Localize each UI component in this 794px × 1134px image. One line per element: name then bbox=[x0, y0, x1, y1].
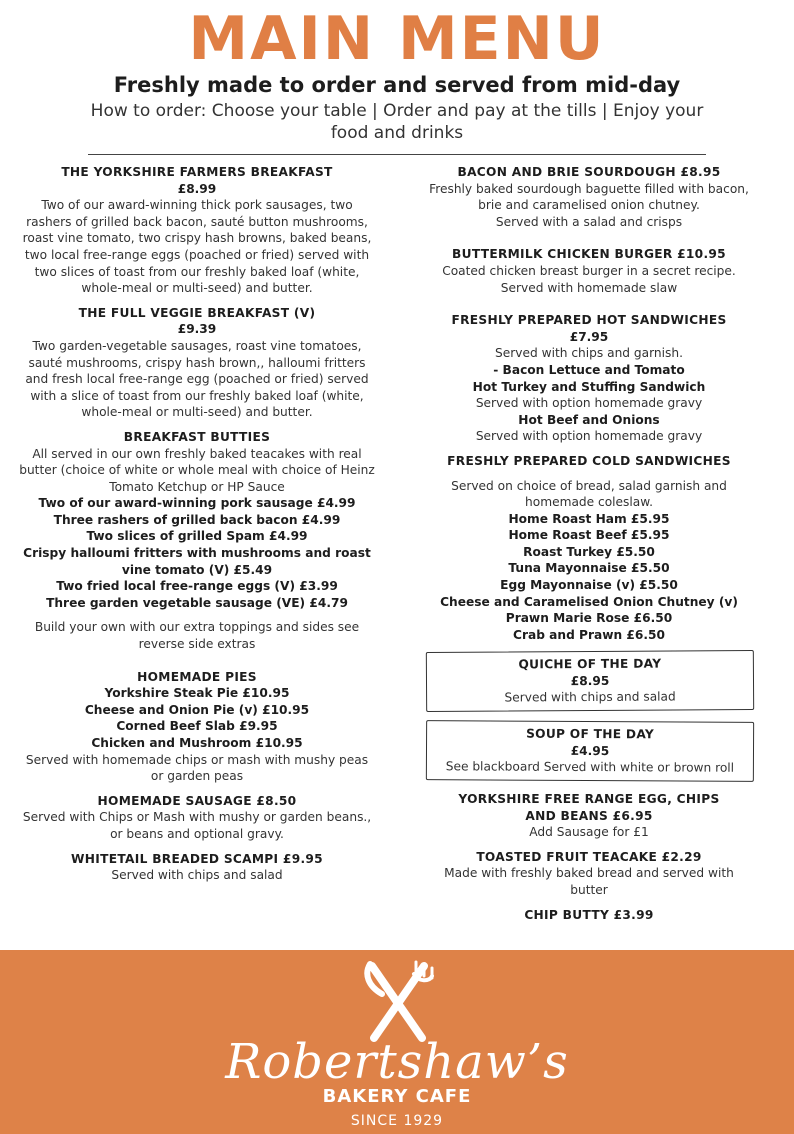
menu-item: Crab and Prawn £6.50 bbox=[513, 627, 665, 642]
menu-item: Egg Mayonnaise (v) £5.50 bbox=[500, 578, 678, 593]
menu-item: Cheese and Caramelised Onion Chutney (v) bbox=[440, 594, 738, 609]
section-title: TOASTED FRUIT TEACAKE £2.29 bbox=[476, 849, 702, 864]
knife-fork-icon bbox=[360, 960, 436, 1042]
menu-item: Hot Turkey and Stuffing Sandwich bbox=[472, 379, 706, 394]
left-column bbox=[18, 164, 376, 892]
section-description: Served with Chips or Mash with mushy or garden beans., or beans and optional gravy. bbox=[22, 810, 372, 841]
menu-item: Crispy halloumi fritters with mushrooms and roast vine tomato (V) £5.49 bbox=[23, 546, 371, 577]
section-description: Two garden-vegetable sausages, roast vine tomatoes, sauté mushrooms, crispy hash brown,, halloumi fritters and fresh local free-range egg (poached or fried) served with a slice of toast from our freshly baked loaf (white, whole-meal or multi-seed) and butter. bbox=[25, 338, 369, 420]
gravy-note: Served with option homemade gravy bbox=[475, 396, 703, 411]
menu-item: Corned Beef Slab £9.95 bbox=[116, 719, 278, 734]
cold-sandwiches-section bbox=[424, 453, 754, 644]
section-description: All served in our own freshly baked teacakes with real butter (choice of white or whole meal with choice of Heinz Tomato Ketchup or HP Sauce bbox=[19, 446, 375, 494]
section-description: Served with chips and salad bbox=[504, 690, 676, 706]
gravy-note: Served with option homemade gravy bbox=[475, 429, 703, 444]
chicken-burger-section bbox=[424, 246, 754, 296]
served-with: Served with a salad and crisps bbox=[495, 214, 683, 229]
homemade-sausage-section bbox=[18, 793, 376, 843]
bacon-brie-section bbox=[424, 164, 754, 230]
menu-item: Three garden vegetable sausage (VE) £4.79 bbox=[46, 595, 348, 610]
section-description: See blackboard Served with white or brown roll bbox=[445, 759, 735, 776]
right-column bbox=[424, 164, 754, 931]
scampi-section bbox=[18, 851, 376, 884]
menu-subtitle: Freshly made to order and served from mid-day bbox=[113, 73, 681, 97]
section-title: QUICHE OF THE DAY bbox=[518, 657, 662, 672]
section-description: Coated chicken breast burger in a secret recipe. bbox=[442, 263, 736, 278]
section-price: £9.39 bbox=[177, 322, 217, 337]
menu-item: Chicken and Mushroom £10.95 bbox=[91, 736, 303, 750]
brand-subtitle: BAKERY CAFE bbox=[322, 1086, 472, 1107]
section-title: THE FULL VEGGIE BREAKFAST (V) bbox=[78, 305, 316, 320]
hot-sandwiches-section bbox=[424, 312, 754, 445]
menu-item: Two fried local free-range eggs (V) £3.99 bbox=[56, 579, 338, 594]
section-title: HOMEMADE SAUSAGE £8.50 bbox=[97, 793, 297, 808]
served-with: Served with homemade slaw bbox=[500, 280, 678, 295]
menu-item: Three rashers of grilled back bacon £4.99 bbox=[53, 512, 341, 527]
quiche-box bbox=[426, 650, 754, 712]
section-title: AND BEANS £6.95 bbox=[525, 808, 653, 823]
egg-chips-section bbox=[424, 791, 754, 841]
section-description: Two of our award-winning thick pork sausages, two rashers of grilled back bacon, sauté button mushrooms, roast vine tomato, two crispy hash browns, baked beans, two local free-range eggs (poached or fried) served with two slices of toast from our freshly baked loaf (white, whole-meal or multi-seed) and butter. bbox=[22, 198, 372, 296]
section-title: BREAKFAST BUTTIES bbox=[123, 429, 271, 444]
menu-item: Home Roast Ham £5.95 bbox=[508, 511, 670, 526]
section-description: Freshly baked sourdough baguette filled with bacon, brie and caramelised onion chutney. bbox=[429, 181, 749, 213]
menu-item: Cheese and Onion Pie (v) £10.95 bbox=[84, 702, 310, 717]
section-title: WHITETAIL BREADED SCAMPI £9.95 bbox=[71, 851, 323, 866]
chip-butty-section bbox=[424, 907, 754, 924]
brand-footer bbox=[0, 950, 794, 1134]
section-price: £8.95 bbox=[570, 673, 610, 689]
veggie-breakfast-section bbox=[18, 305, 376, 421]
menu-item: Yorkshire Steak Pie £10.95 bbox=[104, 686, 290, 701]
breakfast-butties-section bbox=[18, 429, 376, 653]
section-title: FRESHLY PREPARED COLD SANDWICHES bbox=[447, 453, 731, 468]
menu-item: Roast Turkey £5.50 bbox=[523, 544, 655, 559]
menu-item: Hot Beef and Onions bbox=[518, 412, 660, 427]
section-description: Served with homemade chips or mash with mushy peas or garden peas bbox=[25, 752, 369, 784]
section-title: FRESHLY PREPARED HOT SANDWICHES bbox=[451, 313, 727, 328]
menu-item: Two of our award-winning pork sausage £4.99 bbox=[38, 496, 356, 511]
section-title: HOMEMADE PIES bbox=[137, 669, 257, 684]
homemade-pies-section bbox=[18, 669, 376, 785]
brand-name: Robertshaw’s bbox=[225, 1034, 569, 1090]
section-price: £4.95 bbox=[570, 743, 610, 758]
menu-item: Two slices of grilled Spam £4.99 bbox=[86, 529, 308, 544]
menu-item: Tuna Mayonnaise £5.50 bbox=[508, 561, 670, 576]
extras-note: Build your own with our extra toppings and sides see reverse side extras bbox=[34, 620, 360, 652]
section-price: £8.99 bbox=[177, 181, 217, 196]
menu-title: MAIN MENU bbox=[188, 4, 606, 74]
soup-box bbox=[426, 720, 754, 781]
section-title: YORKSHIRE FREE RANGE EGG, CHIPS bbox=[458, 792, 720, 806]
section-title: BUTTERMILK CHICKEN BURGER £10.95 bbox=[452, 247, 726, 262]
section-price: £7.95 bbox=[569, 329, 609, 344]
section-description: Served on choice of bread, salad garnish and homemade coleslaw. bbox=[451, 478, 727, 510]
section-title: SOUP OF THE DAY bbox=[526, 726, 655, 742]
section-description: Made with freshly baked bread and served with butter bbox=[444, 866, 734, 897]
menu-header bbox=[0, 0, 794, 144]
brand-since: SINCE 1929 bbox=[350, 1113, 444, 1129]
farmers-breakfast-section bbox=[18, 164, 376, 297]
teacake-section bbox=[424, 849, 754, 899]
how-to-order: How to order: Choose your table | Order and pay at the tills | Enjoy your food and drinks bbox=[90, 101, 704, 143]
menu-item: - Bacon Lettuce and Tomato bbox=[493, 362, 685, 377]
section-description: Served with chips and salad bbox=[111, 868, 283, 883]
menu-item: Prawn Marie Rose £6.50 bbox=[505, 611, 673, 626]
header-divider bbox=[88, 154, 706, 155]
menu-item: Home Roast Beef £5.95 bbox=[508, 528, 670, 543]
section-description: Add Sausage for £1 bbox=[529, 825, 649, 840]
served-with: Served with chips and garnish. bbox=[495, 346, 683, 361]
section-title: BACON AND BRIE SOURDOUGH £8.95 bbox=[457, 165, 721, 179]
section-title: THE YORKSHIRE FARMERS BREAKFAST bbox=[61, 165, 333, 179]
section-title: CHIP BUTTY £3.99 bbox=[524, 907, 654, 922]
